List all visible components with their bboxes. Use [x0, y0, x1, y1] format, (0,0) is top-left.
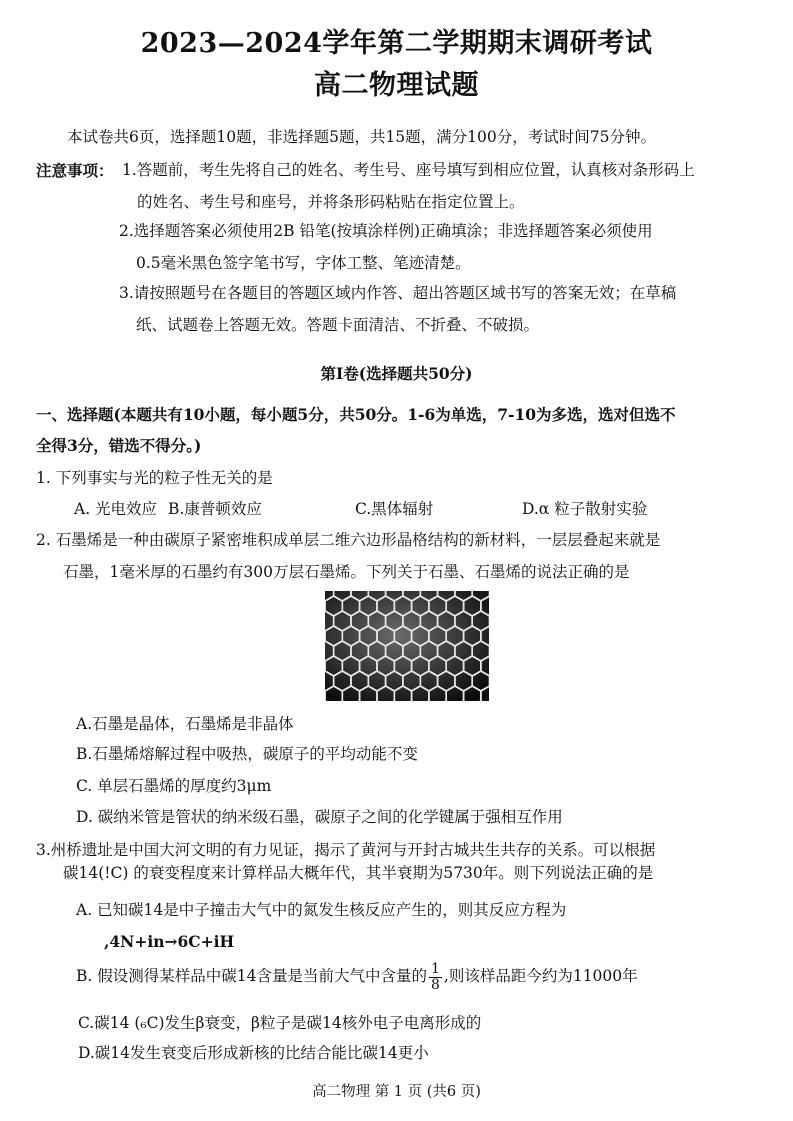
q2-option-a: A.石墨是晶体，石墨烯是非晶体: [76, 715, 294, 733]
q1-option-c: C.黑体辐射: [355, 500, 434, 518]
note-2-line-1: 2.选择题答案必须使用2B 铅笔(按填涂样例)正确填涂；非选择题答案必须使用: [119, 222, 653, 240]
q3-option-a: A. 已知碳14是中子撞击大气中的氮发生核反应产生的，则其反应方程为: [76, 901, 567, 919]
graphene-lattice-image: [325, 591, 489, 701]
q2-option-d: D. 碳纳米管是管状的纳米级石墨，碳原子之间的化学键属于强相互作用: [76, 808, 563, 826]
q3-stem-line-2: 碳14(!C) 的衰变程度来计算样品大概年代，其半衰期为5730年。则下列说法正确的是: [63, 864, 654, 882]
intro-text: 本试卷共6页，选择题10题，非选择题5题，共15题，满分100分，考试时间75分钟。: [67, 128, 656, 146]
q1-option-a: A. 光电效应: [74, 500, 158, 518]
notes-label: 注意事项：: [36, 161, 114, 180]
q3-option-b: [76, 962, 638, 992]
exam-subtitle: 高二物理试题: [314, 70, 479, 101]
q2-option-c: C. 单层石墨烯的厚度约3μm: [76, 777, 272, 795]
q3-option-b-text: B. 假设测得某样品中碳14含量是当前大气中含量的: [76, 967, 427, 986]
q3-stem-line-1: 3.州桥遗址是中国大河文明的有力见证，揭示了黄河与开封古城共生共存的关系。可以根据: [36, 841, 656, 859]
one-eighth-fraction: [429, 962, 442, 992]
q2-stem-line-1: 2. 石墨烯是一种由碳原子紧密堆积成单层二维六边形晶格结构的新材料，一层层叠起来就是: [36, 531, 661, 549]
note-3-line-2: 纸、试题卷上答题无效。答题卡面清洁、不折叠、不破损。: [136, 316, 540, 334]
exam-title: 2023—2024学年第二学期期末调研考试: [140, 28, 653, 59]
q3-option-c: C.碳14 (₆C)发生β衰变，β粒子是碳14核外电子电离形成的: [78, 1014, 482, 1032]
q3-option-d: D.碳14发生衰变后形成新核的比结合能比碳14更小: [78, 1044, 429, 1062]
section-instructions-line-2: 全得3分，错选不得分。): [36, 436, 202, 455]
note-1-line-2: 的姓名、考生号和座号，并将条形码粘贴在指定位置上。: [137, 193, 525, 211]
page-footer: 高二物理 第 1 页 (共6 页): [312, 1084, 481, 1100]
note-3-line-1: 3.请按照题号在各题目的答题区域内作答、超出答题区域书写的答案无效；在草稿: [119, 284, 677, 302]
q1-option-d: D.α 粒子散射实验: [522, 500, 648, 518]
q2-option-b: B.石墨烯熔解过程中吸热，碳原子的平均动能不变: [76, 745, 418, 763]
note-2-line-2: 0.5毫米黑色签字笔书写，字体工整、笔迹清楚。: [136, 254, 471, 272]
graphene-hexagon-grid: [325, 591, 489, 701]
q3-option-a-equation: ,4N+in→6C+iH: [104, 932, 235, 951]
section-heading: 第I卷(选择题共50分): [320, 364, 473, 383]
section-instructions-line-1: 一、选择题(本题共有10小题，每小题5分，共50分。1-6为单选，7-10为多选，选对但选不: [36, 405, 676, 424]
q3-option-b-result: ,则该样品距今约为11000年: [443, 967, 638, 986]
q1-option-b: B.康普顿效应: [168, 500, 262, 518]
fraction-numerator: 1: [430, 961, 440, 977]
q2-stem-line-2: 石墨，1毫米厚的石墨约有300万层石墨烯。下列关于石墨、石墨烯的说法正确的是: [63, 563, 630, 581]
q1-stem: 1. 下列事实与光的粒子性无关的是: [36, 469, 273, 487]
fraction-denominator: 8: [430, 976, 440, 993]
note-1-line-1: 1.答题前，考生先将自己的姓名、考生号、座号填写到相应位置，认真核对条形码上: [122, 161, 695, 179]
